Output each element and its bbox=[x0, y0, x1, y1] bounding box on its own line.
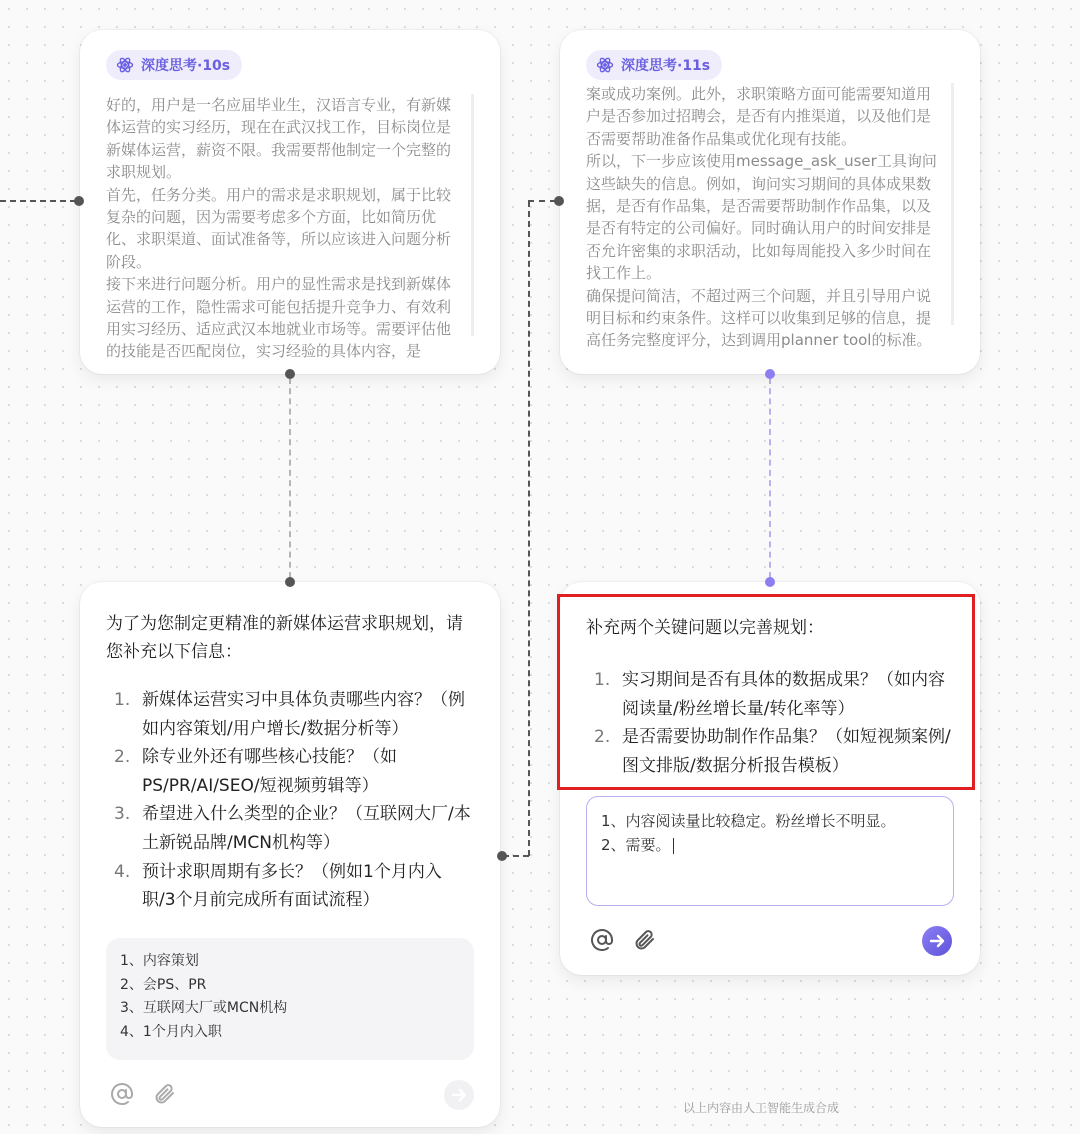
connector-node bbox=[497, 851, 507, 861]
right-message-intro: 补充两个关键问题以完善规划： bbox=[586, 618, 824, 638]
connector-node bbox=[285, 369, 295, 379]
connector-left-vertical bbox=[289, 378, 291, 578]
reply-input[interactable] bbox=[586, 796, 954, 906]
connector-left-in bbox=[0, 200, 76, 202]
left-message-card bbox=[80, 582, 500, 1127]
right-thinking-paragraph: 确保提问简洁，不超过两三个问题，并且引导用户说明目标和约束条件。这样可以收集到足够的信息，提高任务完整度评分，达到调用planner tool的标准。 bbox=[586, 286, 932, 350]
left-thinking-badge-label: 深度思考·10s bbox=[141, 58, 231, 74]
question-item bbox=[106, 800, 474, 857]
connector-node bbox=[765, 369, 775, 379]
reply-input-line: 2、需要。 bbox=[601, 833, 939, 857]
question-item bbox=[106, 743, 474, 800]
question-number: 1. bbox=[114, 690, 131, 710]
left-thinking-paragraph: 好的，用户是一名应届毕业生，汉语言专业，有新媒体运营的实习经历，现在在武汉找工作，目标岗位是新媒体运营，薪资不限。我需要帮他制定一个完整的求职规划。 bbox=[106, 96, 452, 182]
connector-node bbox=[554, 196, 564, 206]
text-caret bbox=[673, 838, 674, 854]
left-toolbar bbox=[110, 1082, 176, 1106]
at-icon[interactable] bbox=[110, 1082, 134, 1106]
ai-generated-note: 以上内容由人工智能生成合成 bbox=[683, 1101, 840, 1115]
connector-mid-top bbox=[528, 200, 556, 202]
question-item bbox=[106, 858, 474, 915]
right-thinking-paragraph: 所以，下一步应该使用message_ask_user工具询问这些缺失的信息。例如，询问实习期间的具体成果数据，是否有作品集，是否需要帮助制作作品集，以及是否有特定的公司偏好。同时确认用户的时间安排是否允许密集的求职活动，比如每周能投入多少时间在找工作上。 bbox=[586, 152, 937, 283]
right-thinking-badge-label: 深度思考·11s bbox=[621, 58, 711, 74]
paperclip-icon[interactable] bbox=[152, 1082, 176, 1106]
question-number: 4. bbox=[114, 861, 131, 882]
right-toolbar bbox=[590, 928, 656, 952]
question-text: 新媒体运营实习中具体负责哪些内容？（例如内容策划/用户增长/数据分析等） bbox=[142, 690, 465, 739]
right-thinking-paragraph: 案或成功案例。此外，求职策略方面可能需要知道用户是否参加过招聘会，是否有内推渠道，以及他们是否需要帮助准备作品集或优化现有技能。 bbox=[586, 85, 932, 148]
left-thinking-paragraph: 接下来进行问题分析。用户的显性需求是找到新媒体运营的工作，隐性需求可能包括提升竞争力、有效利用实习经历、适应武汉本地就业市场等。需要评估他的技能是否匹配岗位，实习经验的具体内容，是 bbox=[106, 275, 452, 361]
question-text: 是否需要协助制作作品集？（如短视频案例/图文排版/数据分析报告模板） bbox=[622, 727, 951, 776]
at-icon[interactable] bbox=[590, 928, 614, 952]
question-number: 1. bbox=[594, 670, 611, 690]
answer-line: 1、内容策划 bbox=[120, 953, 199, 969]
right-thinking-badge[interactable] bbox=[586, 50, 722, 80]
answer-line: 4、1个月内入职 bbox=[120, 1023, 222, 1040]
arrow-right-icon[interactable] bbox=[922, 926, 952, 956]
right-thinking-text[interactable] bbox=[586, 83, 954, 350]
connector-node bbox=[74, 196, 84, 206]
atom-icon bbox=[116, 56, 134, 74]
left-question-list bbox=[106, 686, 474, 915]
connector-node bbox=[765, 577, 775, 587]
left-thinking-text[interactable] bbox=[106, 94, 474, 361]
left-message-intro: 为了为您制定更精准的新媒体运营求职规划，请您补充以下信息： bbox=[106, 614, 463, 662]
connector-right-vertical bbox=[769, 378, 771, 578]
atom-icon bbox=[596, 56, 614, 74]
question-text: 希望进入什么类型的企业？（互联网大厂/本土新锐品牌/MCN机构等） bbox=[142, 804, 471, 853]
question-item bbox=[106, 686, 474, 743]
question-text: 预计求职周期有多长？（例如1个月内入职/3个月前完成所有面试流程） bbox=[142, 861, 442, 911]
connector-node bbox=[285, 577, 295, 587]
question-text: 实习期间是否有具体的数据成果？（如内容阅读量/粉丝增长量/转化率等） bbox=[622, 670, 945, 719]
left-thinking-card bbox=[80, 30, 500, 374]
highlight-box bbox=[557, 594, 975, 790]
question-number: 2. bbox=[114, 747, 131, 768]
paperclip-icon[interactable] bbox=[632, 928, 656, 952]
answer-line: 3、互联网大厂或MCN机构 bbox=[120, 1000, 288, 1016]
right-thinking-card bbox=[560, 30, 980, 374]
question-text: 除专业外还有哪些核心技能？（如PS/PR/AI/SEO/短视频剪辑等） bbox=[142, 747, 397, 796]
reply-input-line: 1、内容阅读量比较稳定。粉丝增长不明显。 bbox=[601, 812, 896, 830]
arrow-right-icon[interactable] bbox=[444, 1080, 474, 1110]
left-thinking-paragraph: 首先，任务分类。用户的需求是求职规划，属于比较复杂的问题，因为需要考虑多个方面，比如简历优化、求职渠道、面试准备等，所以应该进入问题分析阶段。 bbox=[106, 185, 452, 271]
question-number: 3. bbox=[114, 804, 131, 825]
left-answer-box bbox=[106, 938, 474, 1060]
answer-line: 2、会PS、PR bbox=[120, 976, 207, 993]
question-number: 2. bbox=[594, 727, 611, 748]
connector-mid-vertical bbox=[528, 201, 530, 856]
left-thinking-badge[interactable] bbox=[106, 50, 242, 80]
